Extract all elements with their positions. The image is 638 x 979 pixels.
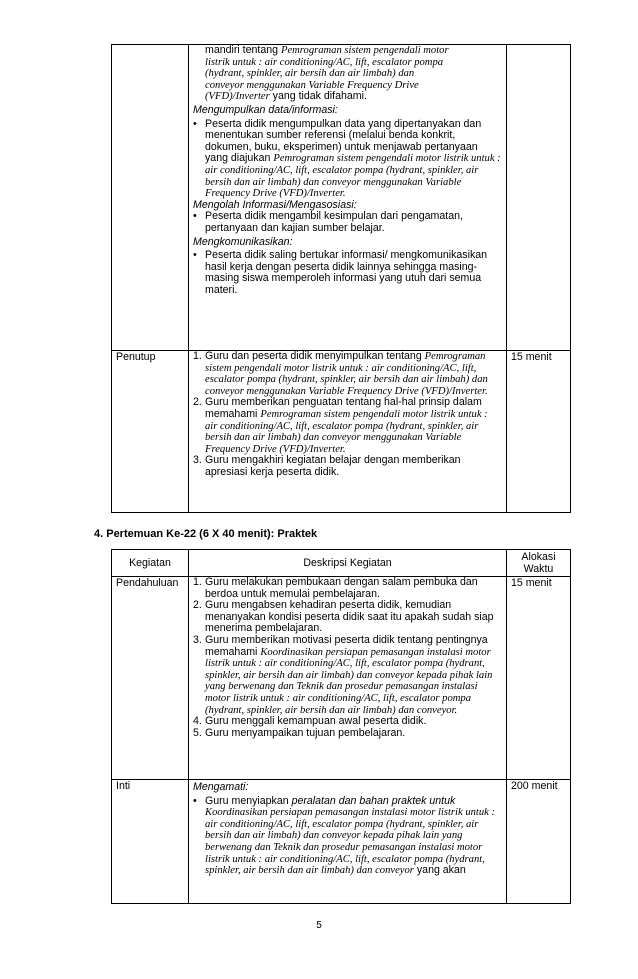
table-row: [112, 351, 571, 513]
list-item: 5. Guru menyampaikan tujuan pembelajaran.: [193, 726, 406, 739]
column-header: Deskripsi Kegiatan: [189, 550, 507, 577]
activity-table: [111, 549, 571, 904]
associate-heading: Mengolah Informasi/Mengasosiasi:: [193, 198, 357, 211]
list-item: 2. Guru mengabsen kehadiran peserta didik, kemudian menanyakan kondisi peserta didik saat itu apakah sudah siap menerima pembelajaran.: [193, 599, 494, 635]
list-item: 3. Guru memberikan motivasi peserta didik tentang pentingnya memahami Koordinasikan persiapan pemasangan instalasi motor listrik untuk : air conditioning/AC, lift, escalator pompa (hydrant, spinkler, air bersih dan air limbah) dan conveyor kepada pihak lain yang berwenang dan Teknik dan prosedur pemasangan instalasi motor listrik untuk : air conditioning/AC, lift, escalator pompa (hydrant, spinkler, air bersih dan air limbah) dan conveyor.: [193, 633, 493, 716]
time-cell: 15 menit: [507, 577, 571, 780]
description-cell: [189, 780, 507, 904]
description-cell: [189, 577, 507, 780]
time-cell: 15 menit: [507, 351, 571, 513]
list-item: • Peserta didik mengambil kesimpulan dari pengamatan, pertanyaan dan kajian sumber belajar.: [193, 210, 463, 234]
intro-text: mandiri tentang Pemrograman sistem pengendali motor listrik untuk : air conditioning/AC, lift, escalator pompa (hydrant, spinkler, air bersih dan air limbah) dan conveyor menggunakan Variable Frequency Drive (VFD)/Inverter yang tidak difahami.: [205, 44, 449, 103]
table-row: [112, 45, 571, 351]
table-row: [112, 577, 571, 780]
list-item: • Guru menyiapkan peralatan dan bahan praktek untuk Koordinasikan persiapan pemasangan instalasi motor listrik untuk : air conditioning/AC, lift, escalator pompa (hydrant, spinkler, air bersih dan air limbah) dan conveyor kepada pihak lain yang berwenang dan Teknik dan prosedur pemasangan instalasi motor listrik untuk : air conditioning/AC, lift, escalator pompa (hydrant, spinkler, air bersih dan air limbah) dan conveyor yang akan: [193, 794, 496, 877]
list-item: 1. Guru melakukan pembukaan dengan salam pembuka dan berdoa untuk memulai pembelajaran.: [193, 576, 478, 600]
column-header: Alokasi Waktu: [507, 550, 571, 577]
page-number: 5: [316, 920, 322, 931]
observe-heading: Mengamati:: [193, 781, 249, 793]
label-cell: Penutup: [112, 351, 189, 513]
time-cell: 200 menit: [507, 780, 571, 904]
list-item: • Peserta didik mengumpulkan data yang dipertanyakan dan menentukan sumber referensi (melalui benda konkrit, dokumen, buku, eksperimen) untuk menjawab pertanyaan yang diajukan Pemrograman sistem pengendali motor listrik untuk : air conditioning/AC, lift, escalator pompa (hydrant, spinkler, air bersih dan air limbah) dan conveyor menggunakan Variable Frequency Drive (VFD)/Inverter.: [193, 117, 501, 200]
description-cell: [189, 351, 507, 513]
time-cell: [507, 45, 571, 351]
activity-table-continued: [111, 44, 571, 513]
list-item: 1. Guru dan peserta didik menyimpulkan tentang Pemrograman sistem pengendali motor listrik untuk : air conditioning/AC, lift, escalator pompa (hydrant, spinkler, air bersih dan air limbah) dan conveyor menggunakan Variable Frequency Drive (VFD)/Inverter.: [193, 350, 488, 397]
communicate-heading: Mengkomunikasikan:: [193, 235, 293, 248]
label-cell: [112, 45, 189, 351]
list-item: 3. Guru mengakhiri kegiatan belajar dengan memberikan apresiasi kerja peserta didik.: [193, 454, 461, 478]
label-cell: Pendahuluan: [112, 577, 189, 780]
section-heading: 4. Pertemuan Ke-22 (6 X 40 menit): Praktek: [94, 528, 318, 540]
list-item: 4. Guru menggali kemampuan awal peserta didik.: [193, 715, 427, 728]
list-item: 2. Guru memberikan penguatan tentang hal-hal prinsip dalam memahami Pemrograman sistem pengendali motor listrik untuk : air conditioning/AC, lift, escalator pompa (hydrant, spinkler, air bersih dan air limbah) dan conveyor menggunakan Variable Frequency Drive (VFD)/Inverter.: [193, 396, 488, 455]
table-row: [112, 780, 571, 904]
description-cell: [189, 45, 507, 351]
column-header: Kegiatan: [112, 550, 189, 577]
list-item: • Peserta didik saling bertukar informasi/ mengkomunikasikan hasil kerja dengan peserta didik lainnya sehingga masing-masing siswa memperoleh informasi yang utuh dari semua materi.: [193, 249, 488, 296]
header-row: [112, 550, 571, 577]
label-cell: Inti: [112, 780, 189, 904]
collect-heading: Mengumpulkan data/informasi:: [193, 103, 338, 116]
